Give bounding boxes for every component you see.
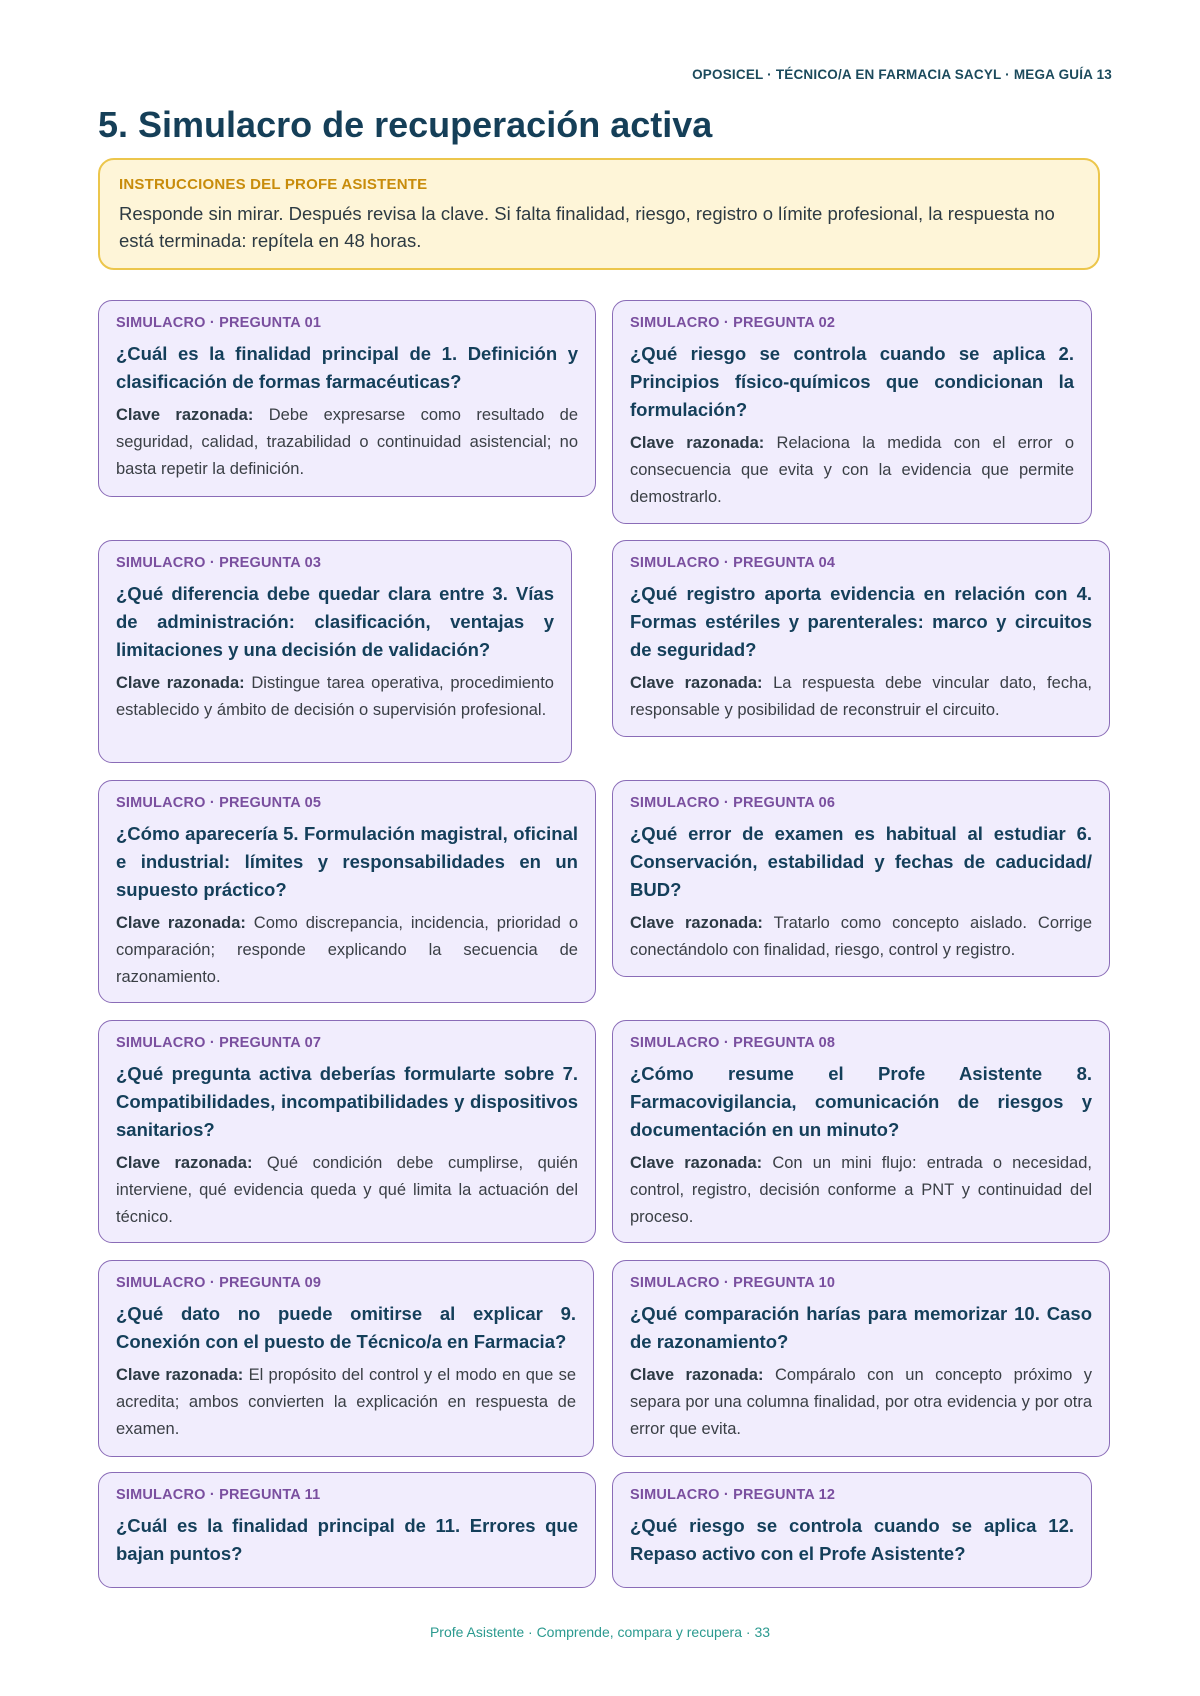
answer-label: Clave razonada: bbox=[630, 1366, 764, 1384]
question-card-10 bbox=[612, 1260, 1110, 1457]
answer-label: Clave razonada: bbox=[116, 1154, 253, 1172]
card-question: ¿Qué registro aporta evidencia en relación con 4. Formas estériles y parenterales: marco y circuitos de seguridad? bbox=[630, 583, 1092, 660]
card-question: ¿Cómo aparecería 5. Formulación magistral, oficinal e industrial: límites y responsabilidades en un supuesto práctico? bbox=[116, 823, 578, 900]
question-card-04 bbox=[612, 540, 1110, 737]
answer-text: La respuesta debe vincular dato, fecha, responsable y posibilidad de reconstruir el circuito. bbox=[630, 674, 1093, 719]
card-answer bbox=[630, 910, 1092, 964]
card-tag: SIMULACRO · PREGUNTA 02 bbox=[630, 315, 836, 331]
question-card-06 bbox=[612, 780, 1110, 977]
card-answer bbox=[630, 430, 1074, 511]
card-question: ¿Qué pregunta activa deberías formularte sobre 7. Compatibilidades, incompatibilidades y dispositivos sanitarios? bbox=[116, 1063, 578, 1140]
card-answer bbox=[630, 1362, 1092, 1443]
answer-text: Relaciona la medida con el error o consecuencia que evita y con la evidencia que permite demostrarlo. bbox=[630, 434, 1074, 506]
card-tag: SIMULACRO · PREGUNTA 12 bbox=[630, 1487, 836, 1503]
page-title: 5. Simulacro de recuperación activa bbox=[98, 104, 713, 145]
question-card-03 bbox=[98, 540, 572, 763]
page-footer: Profe Asistente · Comprende, compara y recupera · 33 bbox=[429, 1624, 771, 1640]
answer-label: Clave razonada: bbox=[630, 434, 765, 452]
answer-label: Clave razonada: bbox=[630, 1154, 763, 1172]
question-card-11 bbox=[98, 1472, 596, 1588]
card-tag: SIMULACRO · PREGUNTA 03 bbox=[116, 555, 322, 571]
card-answer bbox=[116, 1150, 578, 1231]
answer-label: Clave razonada: bbox=[116, 674, 245, 692]
instructions-box bbox=[98, 158, 1100, 270]
answer-label: Clave razonada: bbox=[630, 914, 763, 932]
question-card-12 bbox=[612, 1472, 1092, 1588]
card-answer bbox=[630, 670, 1092, 724]
card-tag: SIMULACRO · PREGUNTA 11 bbox=[116, 1487, 321, 1503]
card-question: ¿Qué dato no puede omitirse al explicar 9. Conexión con el puesto de Técnico/a en Farmacia? bbox=[116, 1303, 576, 1352]
answer-text: Como discrepancia, incidencia, prioridad o comparación; responde explicando la secuencia de razonamiento. bbox=[116, 914, 579, 986]
card-question: ¿Qué comparación harías para memorizar 10. Caso de razonamiento? bbox=[630, 1303, 1092, 1352]
answer-text: Compáralo con un concepto próximo y separa por una columna finalidad, por otra evidencia y por otra error que evita. bbox=[630, 1366, 1093, 1438]
card-question: ¿Qué diferencia debe quedar clara entre 3. Vías de administración: clasificación, ventajas y limitaciones y una decisión de validación? bbox=[116, 583, 554, 660]
question-card-01 bbox=[98, 300, 596, 497]
card-tag: SIMULACRO · PREGUNTA 01 bbox=[116, 315, 322, 331]
card-question: ¿Qué riesgo se controla cuando se aplica 2. Principios físico-químicos que condicionan la formulación? bbox=[630, 343, 1074, 420]
answer-text: Qué condición debe cumplirse, quién interviene, qué evidencia queda y qué limita la actuación del técnico. bbox=[116, 1154, 578, 1226]
answer-label: Clave razonada: bbox=[116, 914, 246, 932]
card-question: ¿Cuál es la finalidad principal de 1. Definición y clasificación de formas farmacéuticas? bbox=[116, 343, 578, 392]
card-tag: SIMULACRO · PREGUNTA 06 bbox=[630, 795, 836, 811]
answer-text: El propósito del control y el modo en que se acredita; ambos convierten la explicación en respuesta de examen. bbox=[116, 1366, 576, 1438]
card-answer bbox=[116, 402, 578, 483]
question-card-05 bbox=[98, 780, 596, 1003]
instructions-heading: INSTRUCCIONES DEL PROFE ASISTENTE bbox=[119, 176, 428, 193]
card-question: ¿Cómo resume el Profe Asistente 8. Farmacovigilancia, comunicación de riesgos y documentación en un minuto? bbox=[630, 1063, 1092, 1140]
answer-text: Tratarlo como concepto aislado. Corrige conectándolo con finalidad, riesgo, control y registro. bbox=[630, 914, 1092, 959]
answer-label: Clave razonada: bbox=[630, 674, 763, 692]
card-tag: SIMULACRO · PREGUNTA 10 bbox=[630, 1275, 836, 1291]
card-tag: SIMULACRO · PREGUNTA 05 bbox=[116, 795, 322, 811]
answer-text: Distingue tarea operativa, procedimiento establecido y ámbito de decisión o supervisión profesional. bbox=[116, 674, 554, 719]
card-answer bbox=[116, 670, 554, 724]
answer-text: Con un mini flujo: entrada o necesidad, control, registro, decisión conforme a PNT y continuidad del proceso. bbox=[630, 1154, 1092, 1226]
card-question: ¿Qué error de examen es habitual al estudiar 6. Conservación, estabilidad y fechas de caducidad/ BUD? bbox=[630, 823, 1092, 900]
card-tag: SIMULACRO · PREGUNTA 08 bbox=[630, 1035, 836, 1051]
question-card-02 bbox=[612, 300, 1092, 524]
question-card-08 bbox=[612, 1020, 1110, 1243]
question-card-09 bbox=[98, 1260, 594, 1457]
running-head: OPOSICEL · TÉCNICO/A EN FARMACIA SACYL · MEGA GUÍA 13 bbox=[692, 67, 1112, 82]
answer-label: Clave razonada: bbox=[116, 406, 254, 424]
card-question: ¿Qué riesgo se controla cuando se aplica 12. Repaso activo con el Profe Asistente? bbox=[630, 1515, 1074, 1564]
answer-text: Debe expresarse como resultado de seguridad, calidad, trazabilidad o continuidad asistencial; no basta repetir la definición. bbox=[116, 406, 578, 478]
card-tag: SIMULACRO · PREGUNTA 04 bbox=[630, 555, 836, 571]
card-question: ¿Cuál es la finalidad principal de 11. Errores que bajan puntos? bbox=[116, 1515, 578, 1564]
card-tag: SIMULACRO · PREGUNTA 09 bbox=[116, 1275, 322, 1291]
card-answer bbox=[630, 1150, 1092, 1231]
card-tag: SIMULACRO · PREGUNTA 07 bbox=[116, 1035, 322, 1051]
instructions-body: Responde sin mirar. Después revisa la clave. Si falta finalidad, riesgo, registro o límite profesional, la respuesta no está terminada: repítela en 48 horas. bbox=[119, 203, 1055, 251]
card-answer bbox=[116, 910, 578, 991]
card-answer bbox=[116, 1362, 576, 1443]
answer-label: Clave razonada: bbox=[116, 1366, 244, 1384]
question-card-07 bbox=[98, 1020, 596, 1243]
